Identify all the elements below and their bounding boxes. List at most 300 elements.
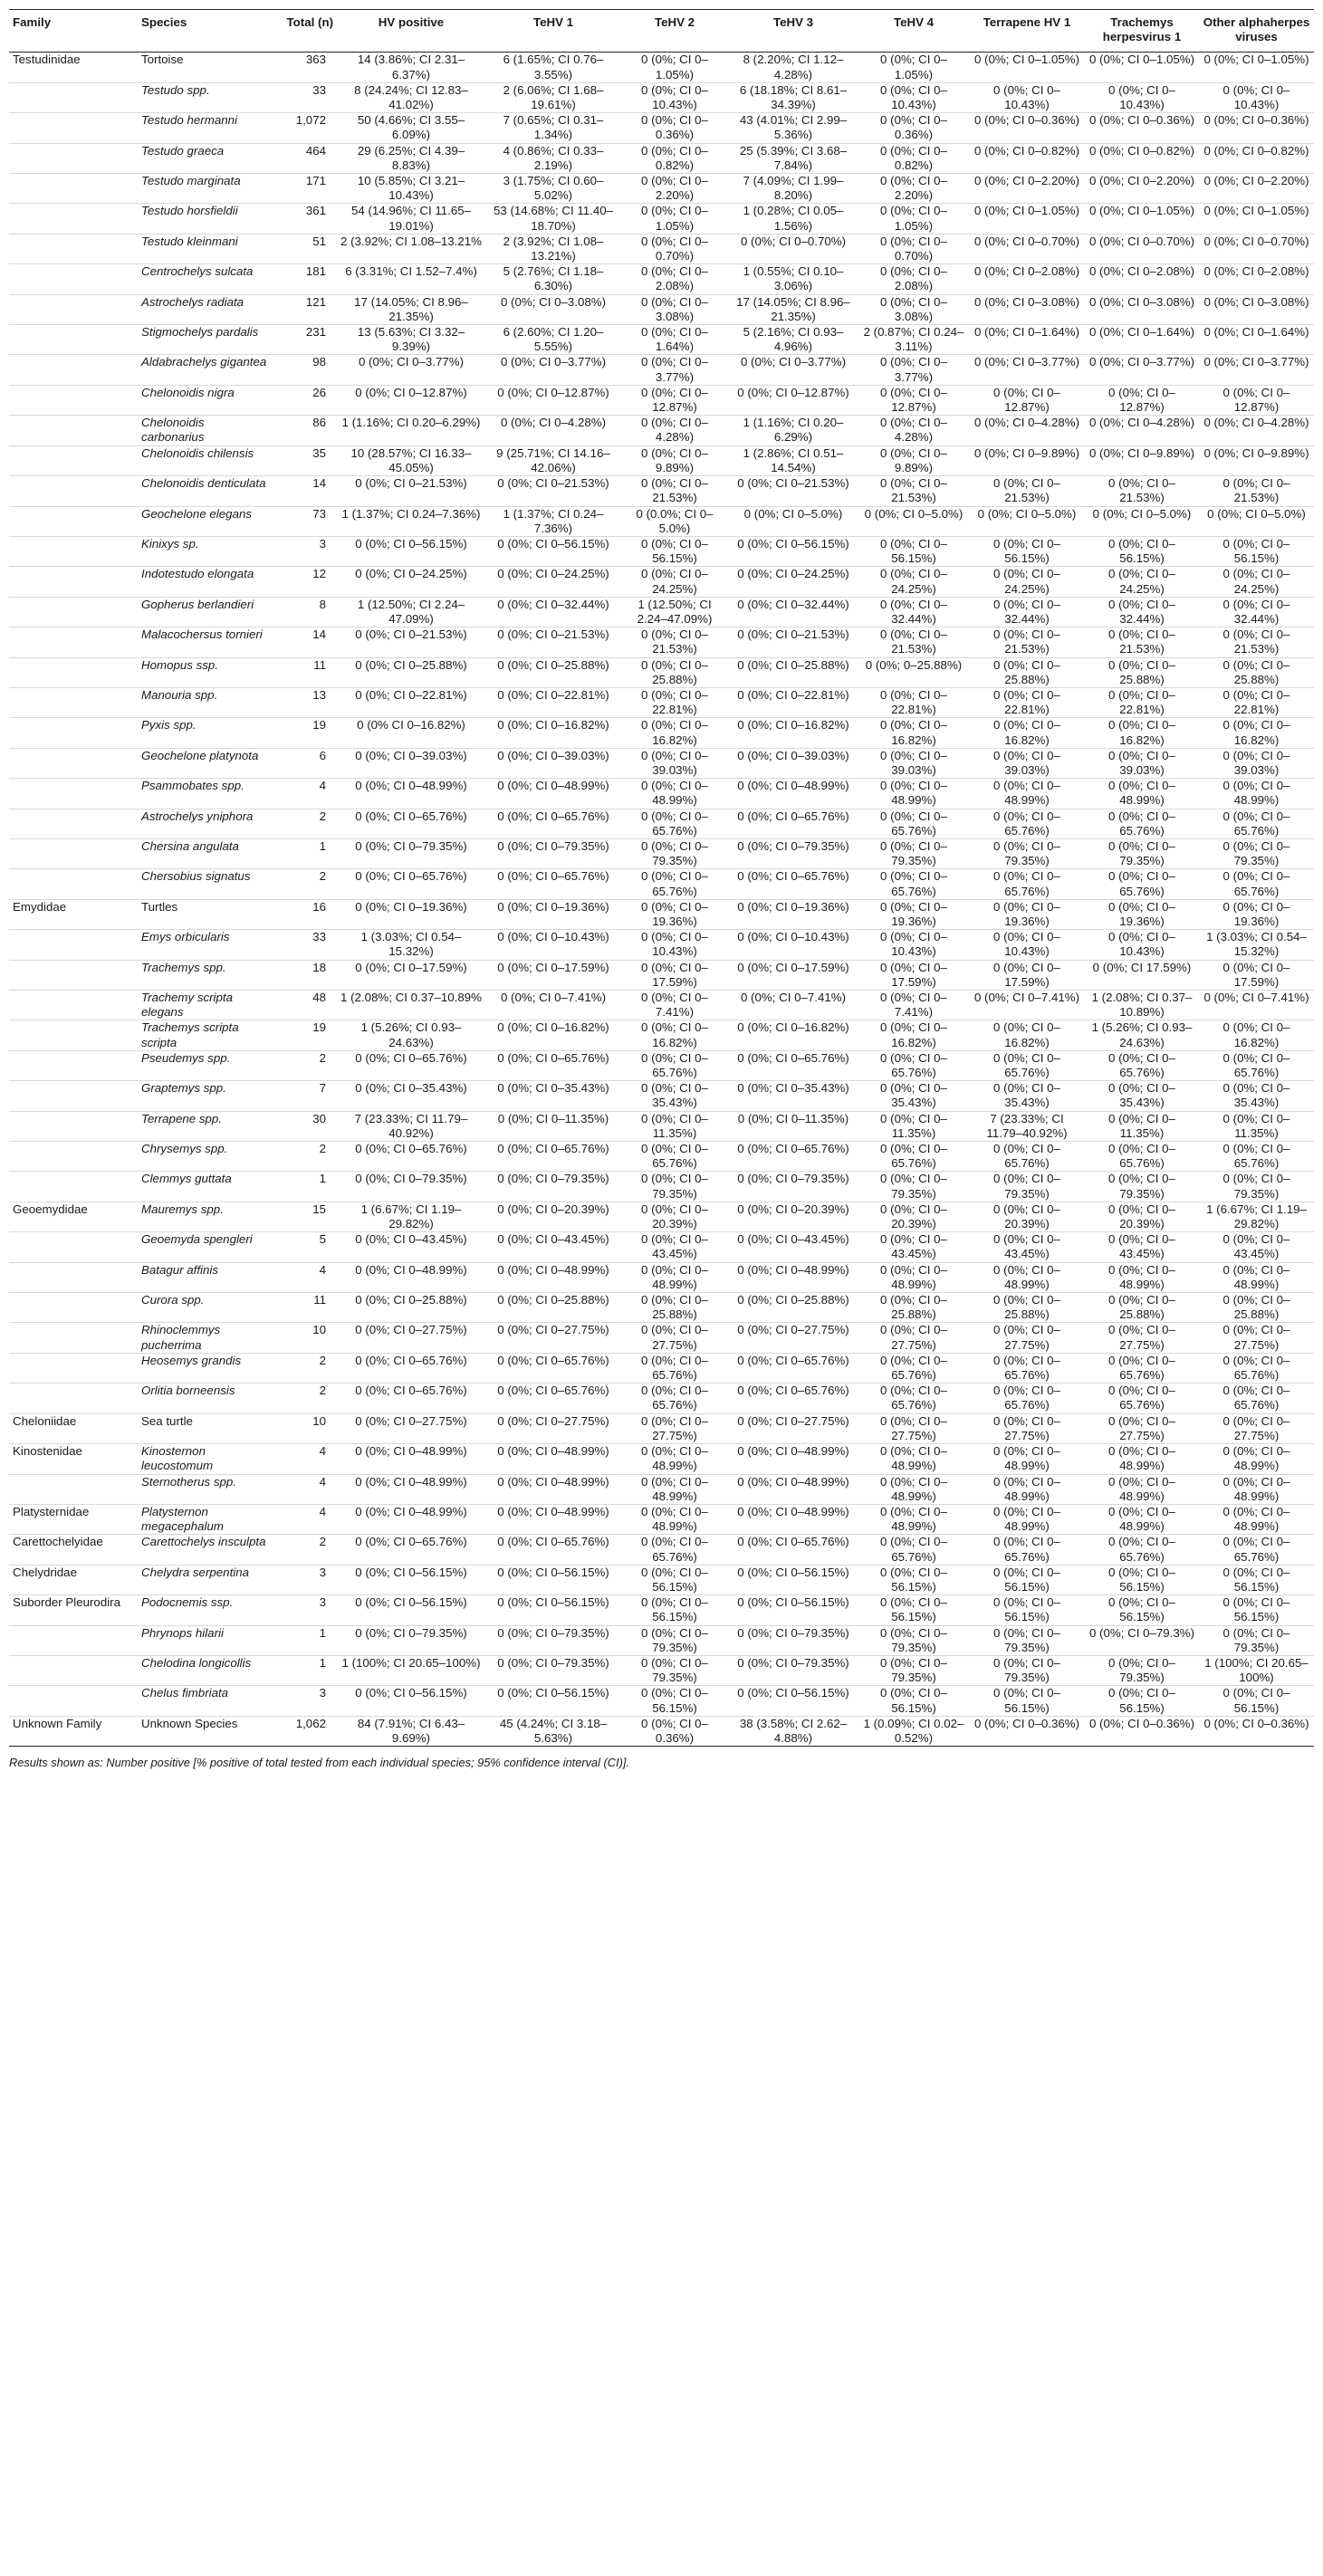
herpesvirus-results-table: [9, 9, 1314, 1747]
cell-terrapene-hv1: 0 (0%; CI 0–65.76%): [969, 869, 1085, 899]
cell-trachemys-hv1: 0 (0%; CI 0–32.44%): [1085, 597, 1199, 627]
cell-tehv1: 2 (3.92%; CI 1.08–13.21%): [485, 234, 621, 263]
cell-family: Suborder Pleurodira: [9, 1595, 138, 1625]
cell-family: [9, 536, 138, 566]
cell-other-alphaherpes: 0 (0%; CI 0–79.35%): [1199, 1172, 1314, 1202]
cell-terrapene-hv1: 0 (0%; CI 0–19.36%): [969, 899, 1085, 929]
cell-hv-positive: 0 (0%; CI 0–25.88%): [337, 1293, 485, 1323]
cell-terrapene-hv1: 0 (0%; CI 0–1.05%): [969, 53, 1085, 82]
cell-species: Trachemys spp.: [138, 960, 272, 990]
cell-tehv2: 0 (0%; CI 0–48.99%): [621, 779, 728, 809]
cell-total: 3: [272, 536, 337, 566]
cell-species: Orlitia borneensis: [138, 1384, 272, 1413]
cell-tehv1: 0 (0%; CI 0–25.88%): [485, 657, 621, 687]
cell-total: 363: [272, 53, 337, 82]
cell-other-alphaherpes: 0 (0%; CI 0–16.82%): [1199, 718, 1314, 748]
cell-terrapene-hv1: 0 (0%; CI 0–65.76%): [969, 1142, 1085, 1172]
cell-tehv1: 0 (0%; CI 0–48.99%): [485, 779, 621, 809]
cell-other-alphaherpes: 0 (0%; CI 0–12.87%): [1199, 385, 1314, 415]
cell-terrapene-hv1: 0 (0%; CI 0–24.25%): [969, 567, 1085, 597]
cell-tehv2: 0 (0%; CI 0–1.05%): [621, 53, 728, 82]
cell-trachemys-hv1: 0 (0%; CI 0–21.53%): [1085, 627, 1199, 657]
cell-other-alphaherpes: 0 (0%; CI 0–16.82%): [1199, 1020, 1314, 1050]
table-row: [9, 1595, 1314, 1625]
cell-total: 2: [272, 1535, 337, 1565]
table-row: [9, 1232, 1314, 1262]
cell-family: [9, 930, 138, 960]
cell-trachemys-hv1: 0 (0%; CI 0–9.89%): [1085, 445, 1199, 475]
cell-tehv4: 0 (0%; CI 0–79.35%): [858, 1625, 969, 1655]
cell-hv-positive: 7 (23.33%; CI 11.79–40.92%): [337, 1111, 485, 1141]
cell-tehv1: 0 (0%; CI 0–11.35%): [485, 1111, 621, 1141]
cell-tehv3: 0 (0%; CI 0–11.35%): [728, 1111, 858, 1141]
cell-trachemys-hv1: 0 (0%; CI 0–65.76%): [1085, 809, 1199, 838]
cell-tehv3: 6 (18.18%; CI 8.61–34.39%): [728, 82, 858, 112]
table-row: [9, 1323, 1314, 1353]
table-row: [9, 143, 1314, 173]
cell-tehv4: 0 (0%; CI 0–27.75%): [858, 1323, 969, 1353]
cell-tehv3: 0 (0%; CI 0–27.75%): [728, 1323, 858, 1353]
cell-species: Kinixys sp.: [138, 536, 272, 566]
cell-total: 19: [272, 1020, 337, 1050]
cell-terrapene-hv1: 0 (0%; CI 0–0.36%): [969, 1716, 1085, 1746]
cell-total: 14: [272, 627, 337, 657]
cell-terrapene-hv1: 0 (0%; CI 0–0.70%): [969, 234, 1085, 263]
cell-hv-positive: 1 (6.67%; CI 1.19–29.82%): [337, 1202, 485, 1231]
cell-tehv2: 0 (0%; CI 0–0.36%): [621, 1716, 728, 1746]
cell-tehv3: 0 (0%; CI 0–79.35%): [728, 838, 858, 868]
cell-species: Turtles: [138, 899, 272, 929]
cell-tehv4: 0 (0%; CI 0–56.15%): [858, 1595, 969, 1625]
cell-other-alphaherpes: 0 (0%; CI 0–24.25%): [1199, 567, 1314, 597]
cell-other-alphaherpes: 0 (0%; CI 0–1.05%): [1199, 204, 1314, 234]
cell-other-alphaherpes: 0 (0%; CI 0–65.76%): [1199, 1535, 1314, 1565]
cell-hv-positive: 0 (0%; CI 0–27.75%): [337, 1323, 485, 1353]
cell-tehv1: 4 (0.86%; CI 0.33–2.19%): [485, 143, 621, 173]
cell-species: Terrapene spp.: [138, 1111, 272, 1141]
cell-tehv2: 0 (0%; CI 0–12.87%): [621, 385, 728, 415]
cell-family: [9, 1111, 138, 1141]
table-row: [9, 416, 1314, 445]
cell-tehv2: 0 (0%; CI 0–56.15%): [621, 536, 728, 566]
cell-hv-positive: 0 (0%; CI 0–65.76%): [337, 1535, 485, 1565]
cell-tehv3: 0 (0%; CI 0–25.88%): [728, 1293, 858, 1323]
cell-tehv4: 0 (0%; CI 0–4.28%): [858, 416, 969, 445]
cell-tehv2: 0 (0%; CI 0–65.76%): [621, 809, 728, 838]
cell-other-alphaherpes: 0 (0%; CI 0–5.0%): [1199, 506, 1314, 536]
cell-tehv4: 0 (0%; CI 0–2.20%): [858, 174, 969, 204]
cell-total: 121: [272, 294, 337, 324]
cell-trachemys-hv1: 0 (0%; CI 0–11.35%): [1085, 1111, 1199, 1141]
table-row: [9, 1535, 1314, 1565]
cell-tehv3: 1 (1.16%; CI 0.20–6.29%): [728, 416, 858, 445]
cell-tehv1: 0 (0%; CI 0–3.08%): [485, 294, 621, 324]
cell-species: Astrochelys radiata: [138, 294, 272, 324]
cell-trachemys-hv1: 0 (0%; CI 0–56.15%): [1085, 1686, 1199, 1716]
cell-tehv4: 0 (0%; CI 0–32.44%): [858, 597, 969, 627]
cell-other-alphaherpes: 0 (0%; CI 0–0.36%): [1199, 113, 1314, 143]
cell-tehv1: 6 (1.65%; CI 0.76–3.55%): [485, 53, 621, 82]
table-row: [9, 1142, 1314, 1172]
cell-tehv3: 0 (0%; CI 0–12.87%): [728, 385, 858, 415]
cell-tehv1: 0 (0%; CI 0–24.25%): [485, 567, 621, 597]
cell-species: Chelydra serpentina: [138, 1565, 272, 1594]
cell-tehv1: 0 (0%; CI 0–21.53%): [485, 627, 621, 657]
cell-hv-positive: 0 (0%; CI 0–39.03%): [337, 748, 485, 778]
cell-total: 98: [272, 355, 337, 385]
cell-species: Batagur affinis: [138, 1262, 272, 1292]
header-trachemys-hv1: Trachemys herpesvirus 1: [1085, 10, 1199, 53]
cell-tehv1: 53 (14.68%; CI 11.40–18.70%): [485, 204, 621, 234]
cell-other-alphaherpes: 0 (0%; CI 0–0.82%): [1199, 143, 1314, 173]
cell-tehv1: 0 (0%; CI 0–7.41%): [485, 991, 621, 1020]
cell-terrapene-hv1: 0 (0%; CI 0–79.35%): [969, 1655, 1085, 1685]
cell-hv-positive: 0 (0%; CI 0–65.76%): [337, 809, 485, 838]
cell-family: [9, 809, 138, 838]
cell-tehv2: 1 (12.50%; CI 2.24–47.09%): [621, 597, 728, 627]
cell-total: 3: [272, 1686, 337, 1716]
cell-hv-positive: 0 (0%; CI 0–79.35%): [337, 838, 485, 868]
cell-tehv2: 0 (0%; CI 0–21.53%): [621, 476, 728, 506]
cell-hv-positive: 0 (0%; CI 0–25.88%): [337, 657, 485, 687]
cell-tehv2: 0 (0%; CI 0–1.64%): [621, 325, 728, 355]
cell-terrapene-hv1: 0 (0%; CI 0–2.20%): [969, 174, 1085, 204]
cell-tehv3: 1 (0.28%; CI 0.05–1.56%): [728, 204, 858, 234]
table-row: [9, 657, 1314, 687]
cell-tehv2: 0 (0%; CI 0–25.88%): [621, 1293, 728, 1323]
cell-total: 86: [272, 416, 337, 445]
cell-species: Clemmys guttata: [138, 1172, 272, 1202]
cell-other-alphaherpes: 0 (0%; CI 0–21.53%): [1199, 476, 1314, 506]
cell-trachemys-hv1: 0 (0%; CI 0–48.99%): [1085, 1262, 1199, 1292]
cell-family: [9, 1172, 138, 1202]
cell-tehv1: 7 (0.65%; CI 0.31–1.34%): [485, 113, 621, 143]
cell-terrapene-hv1: 0 (0%; CI 0–21.53%): [969, 627, 1085, 657]
cell-family: [9, 506, 138, 536]
cell-tehv1: 0 (0%; CI 0–17.59%): [485, 960, 621, 990]
table-row: [9, 1293, 1314, 1323]
cell-tehv4: 0 (0%; CI 0–12.87%): [858, 385, 969, 415]
cell-tehv2: 0 (0%; CI 0–22.81%): [621, 687, 728, 717]
cell-hv-positive: 84 (7.91%; CI 6.43–9.69%): [337, 1716, 485, 1746]
cell-other-alphaherpes: 0 (0%; CI 0–39.03%): [1199, 748, 1314, 778]
cell-species: Chelodina longicollis: [138, 1655, 272, 1685]
cell-family: [9, 718, 138, 748]
cell-terrapene-hv1: 0 (0%; CI 0–17.59%): [969, 960, 1085, 990]
table-row: [9, 960, 1314, 990]
cell-other-alphaherpes: 0 (0%; CI 0–56.15%): [1199, 536, 1314, 566]
cell-other-alphaherpes: 0 (0%; CI 0–56.15%): [1199, 1565, 1314, 1594]
cell-trachemys-hv1: 0 (0%; CI 0–43.45%): [1085, 1232, 1199, 1262]
cell-hv-positive: 0 (0%; CI 0–56.15%): [337, 1686, 485, 1716]
cell-tehv1: 0 (0%; CI 0–79.35%): [485, 1655, 621, 1685]
cell-other-alphaherpes: 0 (0%; CI 0–17.59%): [1199, 960, 1314, 990]
cell-total: 361: [272, 204, 337, 234]
cell-trachemys-hv1: 0 (0%; CI 0–56.15%): [1085, 536, 1199, 566]
cell-tehv1: 0 (0%; CI 0–10.43%): [485, 930, 621, 960]
cell-tehv4: 0 (0%; CI 0–3.08%): [858, 294, 969, 324]
cell-tehv1: 0 (0%; CI 0–48.99%): [485, 1262, 621, 1292]
cell-species: Astrochelys yniphora: [138, 809, 272, 838]
cell-species: Kinosternon leucostomum: [138, 1444, 272, 1474]
cell-tehv2: 0 (0%; CI 0–10.43%): [621, 930, 728, 960]
cell-total: 30: [272, 1111, 337, 1141]
cell-tehv2: 0 (0%; CI 0–0.36%): [621, 113, 728, 143]
cell-tehv1: 0 (0%; CI 0–25.88%): [485, 1293, 621, 1323]
header-family: Family: [9, 10, 138, 53]
cell-tehv2: 0 (0%; CI 0–79.35%): [621, 1655, 728, 1685]
cell-trachemys-hv1: 0 (0%; CI 0–20.39%): [1085, 1202, 1199, 1231]
cell-species: Aldabrachelys gigantea: [138, 355, 272, 385]
cell-family: Kinostenidae: [9, 1444, 138, 1474]
cell-species: Chelus fimbriata: [138, 1686, 272, 1716]
cell-tehv1: 0 (0%; CI 0–65.76%): [485, 1142, 621, 1172]
cell-family: [9, 1686, 138, 1716]
cell-tehv2: 0 (0%; CI 0–16.82%): [621, 718, 728, 748]
cell-tehv4: 0 (0%; CI 0–65.76%): [858, 809, 969, 838]
cell-family: Platysternidae: [9, 1504, 138, 1534]
cell-trachemys-hv1: 0 (0%; CI 0–48.99%): [1085, 1504, 1199, 1534]
cell-tehv3: 0 (0%; CI 0–79.35%): [728, 1625, 858, 1655]
cell-other-alphaherpes: 0 (0%; CI 0–35.43%): [1199, 1081, 1314, 1111]
cell-terrapene-hv1: 0 (0%; CI 0–65.76%): [969, 1353, 1085, 1383]
cell-tehv2: 0 (0%; CI 0–43.45%): [621, 1232, 728, 1262]
table-row: [9, 536, 1314, 566]
cell-trachemys-hv1: 0 (0%; CI 0–10.43%): [1085, 82, 1199, 112]
cell-hv-positive: 0 (0%; CI 0–3.77%): [337, 355, 485, 385]
cell-tehv1: 0 (0%; CI 0–27.75%): [485, 1413, 621, 1443]
cell-total: 1,062: [272, 1716, 337, 1746]
cell-tehv2: 0 (0%; CI 0–65.76%): [621, 869, 728, 899]
cell-tehv3: 0 (0%; CI 0–56.15%): [728, 1686, 858, 1716]
cell-tehv4: 0 (0%; CI 0–48.99%): [858, 1474, 969, 1504]
cell-trachemys-hv1: 0 (0%; CI 0–19.36%): [1085, 899, 1199, 929]
cell-hv-positive: 6 (3.31%; CI 1.52–7.4%): [337, 264, 485, 294]
cell-tehv4: 0 (0%; CI 0–0.70%): [858, 234, 969, 263]
cell-total: 464: [272, 143, 337, 173]
cell-trachemys-hv1: 0 (0%; CI 0–27.75%): [1085, 1413, 1199, 1443]
cell-trachemys-hv1: 0 (0%; CI 0–21.53%): [1085, 476, 1199, 506]
cell-tehv3: 38 (3.58%; CI 2.62–4.88%): [728, 1716, 858, 1746]
cell-tehv1: 0 (0%; CI 0–56.15%): [485, 536, 621, 566]
cell-tehv4: 0 (0%; CI 0–65.76%): [858, 1384, 969, 1413]
cell-tehv3: 0 (0%; CI 0–48.99%): [728, 1444, 858, 1474]
cell-other-alphaherpes: 0 (0%; CI 0–2.08%): [1199, 264, 1314, 294]
cell-tehv3: 0 (0%; CI 0–56.15%): [728, 536, 858, 566]
cell-tehv2: 0 (0%; CI 0–11.35%): [621, 1111, 728, 1141]
cell-species: Sea turtle: [138, 1413, 272, 1443]
table-row: [9, 355, 1314, 385]
cell-terrapene-hv1: 0 (0%; CI 0–79.35%): [969, 1625, 1085, 1655]
cell-tehv1: 0 (0%; CI 0–3.77%): [485, 355, 621, 385]
cell-tehv1: 0 (0%; CI 0–43.45%): [485, 1232, 621, 1262]
table-row: [9, 234, 1314, 263]
cell-terrapene-hv1: 0 (0%; CI 0–65.76%): [969, 1384, 1085, 1413]
cell-species: Chrysemys spp.: [138, 1142, 272, 1172]
cell-tehv3: 0 (0%; CI 0–21.53%): [728, 627, 858, 657]
cell-trachemys-hv1: 0 (0%; CI 0–16.82%): [1085, 718, 1199, 748]
cell-other-alphaherpes: 0 (0%; CI 0–7.41%): [1199, 991, 1314, 1020]
cell-trachemys-hv1: 0 (0%; CI 0–0.82%): [1085, 143, 1199, 173]
cell-total: 2: [272, 809, 337, 838]
cell-family: [9, 748, 138, 778]
cell-terrapene-hv1: 0 (0%; CI 0–5.0%): [969, 506, 1085, 536]
cell-tehv2: 0 (0%; CI 0–65.76%): [621, 1535, 728, 1565]
table-row: [9, 506, 1314, 536]
cell-tehv3: 0 (0%; CI 0–19.36%): [728, 899, 858, 929]
cell-trachemys-hv1: 0 (0%; CI 0–79.35%): [1085, 1655, 1199, 1685]
cell-tehv4: 0 (0%; CI 0–19.36%): [858, 899, 969, 929]
table-row: [9, 204, 1314, 234]
cell-tehv4: 0 (0%; CI 0–0.82%): [858, 143, 969, 173]
cell-tehv4: 0 (0%; CI 0–56.15%): [858, 1565, 969, 1594]
cell-tehv3: 0 (0%; CI 0–48.99%): [728, 1474, 858, 1504]
cell-total: 4: [272, 1474, 337, 1504]
table-row: [9, 1020, 1314, 1050]
cell-hv-positive: 2 (3.92%; CI 1.08–13.21%: [337, 234, 485, 263]
cell-total: 4: [272, 1444, 337, 1474]
cell-tehv4: 0 (0%; CI 0–1.05%): [858, 204, 969, 234]
cell-tehv1: 3 (1.75%; CI 0.60–5.02%): [485, 174, 621, 204]
cell-other-alphaherpes: 0 (0%; CI 0–56.15%): [1199, 1686, 1314, 1716]
cell-terrapene-hv1: 0 (0%; CI 0–32.44%): [969, 597, 1085, 627]
table-row: [9, 1413, 1314, 1443]
cell-family: [9, 1293, 138, 1323]
cell-tehv1: 0 (0%; CI 0–32.44%): [485, 597, 621, 627]
cell-other-alphaherpes: 0 (0%; CI 0–27.75%): [1199, 1323, 1314, 1353]
cell-trachemys-hv1: 0 (0%; CI 0–79.3%): [1085, 1625, 1199, 1655]
cell-tehv3: 0 (0%; CI 0–39.03%): [728, 748, 858, 778]
table-row: [9, 930, 1314, 960]
cell-total: 4: [272, 1262, 337, 1292]
cell-hv-positive: 0 (0%; CI 0–22.81%): [337, 687, 485, 717]
cell-species: Platysternon megacephalum: [138, 1504, 272, 1534]
cell-tehv4: 0 (0%; CI 0–79.35%): [858, 838, 969, 868]
cell-tehv2: 0 (0%; CI 0–24.25%): [621, 567, 728, 597]
cell-tehv4: 0 (0%; CI 0–21.53%): [858, 627, 969, 657]
cell-species: Pyxis spp.: [138, 718, 272, 748]
table-container: [9, 0, 1314, 1769]
cell-total: 10: [272, 1413, 337, 1443]
cell-family: [9, 597, 138, 627]
cell-trachemys-hv1: 0 (0%; CI 0–4.28%): [1085, 416, 1199, 445]
cell-family: [9, 687, 138, 717]
cell-tehv3: 0 (0%; CI 0–79.35%): [728, 1655, 858, 1685]
cell-terrapene-hv1: 0 (0%; CI 0–48.99%): [969, 1474, 1085, 1504]
cell-trachemys-hv1: 0 (0%; CI 0–0.36%): [1085, 1716, 1199, 1746]
cell-tehv2: 0 (0%; CI 0–79.35%): [621, 1625, 728, 1655]
cell-other-alphaherpes: 0 (0%; CI 0–1.64%): [1199, 325, 1314, 355]
cell-tehv1: 0 (0%; CI 0–79.35%): [485, 838, 621, 868]
cell-tehv4: 0 (0%; CI 0–11.35%): [858, 1111, 969, 1141]
cell-other-alphaherpes: 0 (0%; CI 0–79.35%): [1199, 838, 1314, 868]
cell-terrapene-hv1: 0 (0%; CI 0–48.99%): [969, 1444, 1085, 1474]
cell-family: [9, 657, 138, 687]
cell-tehv3: 0 (0%; CI 0–10.43%): [728, 930, 858, 960]
cell-other-alphaherpes: 0 (0%; CI 0–4.28%): [1199, 416, 1314, 445]
cell-species: Podocnemis ssp.: [138, 1595, 272, 1625]
cell-tehv3: 0 (0%; CI 0–65.76%): [728, 1384, 858, 1413]
cell-tehv1: 0 (0%; CI 0–56.15%): [485, 1686, 621, 1716]
cell-total: 3: [272, 1595, 337, 1625]
cell-tehv3: 0 (0%; CI 0–65.76%): [728, 1050, 858, 1080]
cell-total: 171: [272, 174, 337, 204]
cell-other-alphaherpes: 0 (0%; CI 0–0.36%): [1199, 1716, 1314, 1746]
cell-hv-positive: 0 (0%; CI 0–12.87%): [337, 385, 485, 415]
cell-other-alphaherpes: 0 (0%; CI 0–65.76%): [1199, 869, 1314, 899]
cell-species: Indotestudo elongata: [138, 567, 272, 597]
cell-tehv1: 0 (0%; CI 0–4.28%): [485, 416, 621, 445]
cell-trachemys-hv1: 0 (0%; CI 0–79.35%): [1085, 1172, 1199, 1202]
table-row: [9, 1444, 1314, 1474]
cell-tehv4: 1 (0.09%; CI 0.02–0.52%): [858, 1716, 969, 1746]
cell-tehv2: 0 (0%; CI 0–0.70%): [621, 234, 728, 263]
cell-total: 18: [272, 960, 337, 990]
cell-tehv4: 0 (0%; CI 0–65.76%): [858, 869, 969, 899]
cell-hv-positive: 0 (0% CI 0–16.82%): [337, 718, 485, 748]
cell-hv-positive: 1 (1.37%; CI 0.24–7.36%): [337, 506, 485, 536]
cell-total: 1: [272, 1625, 337, 1655]
cell-terrapene-hv1: 0 (0%; CI 0–0.36%): [969, 113, 1085, 143]
cell-tehv2: 0 (0%; CI 0–2.08%): [621, 264, 728, 294]
cell-total: 1,072: [272, 113, 337, 143]
cell-tehv4: 0 (0%; CI 0–48.99%): [858, 1504, 969, 1534]
cell-total: 13: [272, 687, 337, 717]
cell-terrapene-hv1: 0 (0%; CI 0–65.76%): [969, 1050, 1085, 1080]
cell-hv-positive: 0 (0%; CI 0–65.76%): [337, 869, 485, 899]
cell-other-alphaherpes: 0 (0%; CI 0–19.36%): [1199, 899, 1314, 929]
cell-family: [9, 1050, 138, 1080]
cell-family: Geoemydidae: [9, 1202, 138, 1231]
cell-hv-positive: 0 (0%; CI 0–65.76%): [337, 1142, 485, 1172]
cell-hv-positive: 10 (28.57%; CI 16.33–45.05%): [337, 445, 485, 475]
cell-tehv2: 0 (0%; CI 0–48.99%): [621, 1262, 728, 1292]
cell-other-alphaherpes: 0 (0%; CI 0–43.45%): [1199, 1232, 1314, 1262]
cell-trachemys-hv1: 0 (0%; CI 0–3.77%): [1085, 355, 1199, 385]
cell-tehv3: 43 (4.01%; CI 2.99–5.36%): [728, 113, 858, 143]
cell-total: 51: [272, 234, 337, 263]
cell-other-alphaherpes: 0 (0%; CI 0–48.99%): [1199, 1474, 1314, 1504]
cell-species: Testudo horsfieldii: [138, 204, 272, 234]
cell-family: [9, 960, 138, 990]
cell-terrapene-hv1: 7 (23.33%; CI 11.79–40.92%): [969, 1111, 1085, 1141]
cell-tehv2: 0 (0%; CI 0–48.99%): [621, 1474, 728, 1504]
cell-hv-positive: 0 (0%; CI 0–56.15%): [337, 1595, 485, 1625]
cell-species: Chersobius signatus: [138, 869, 272, 899]
cell-tehv1: 9 (25.71%; CI 14.16–42.06%): [485, 445, 621, 475]
cell-trachemys-hv1: 0 (0%; CI 0–27.75%): [1085, 1323, 1199, 1353]
cell-hv-positive: 0 (0%; CI 0–19.36%): [337, 899, 485, 929]
cell-family: [9, 82, 138, 112]
table-row: [9, 627, 1314, 657]
cell-trachemys-hv1: 0 (0%; CI 0–2.08%): [1085, 264, 1199, 294]
cell-family: [9, 476, 138, 506]
cell-hv-positive: 17 (14.05%; CI 8.96–21.35%): [337, 294, 485, 324]
cell-tehv4: 0 (0%; CI 0–22.81%): [858, 687, 969, 717]
cell-species: Malacochersus tornieri: [138, 627, 272, 657]
cell-family: [9, 991, 138, 1020]
cell-terrapene-hv1: 0 (0%; CI 0–3.77%): [969, 355, 1085, 385]
cell-family: [9, 1262, 138, 1292]
cell-terrapene-hv1: 0 (0%; CI 0–10.43%): [969, 930, 1085, 960]
cell-hv-positive: 0 (0%; CI 0–48.99%): [337, 1504, 485, 1534]
cell-family: Chelydridae: [9, 1565, 138, 1594]
cell-tehv3: 17 (14.05%; CI 8.96–21.35%): [728, 294, 858, 324]
cell-species: Heosemys grandis: [138, 1353, 272, 1383]
cell-other-alphaherpes: 0 (0%; CI 0–32.44%): [1199, 597, 1314, 627]
cell-tehv3: 0 (0%; CI 0–65.76%): [728, 869, 858, 899]
cell-total: 181: [272, 264, 337, 294]
